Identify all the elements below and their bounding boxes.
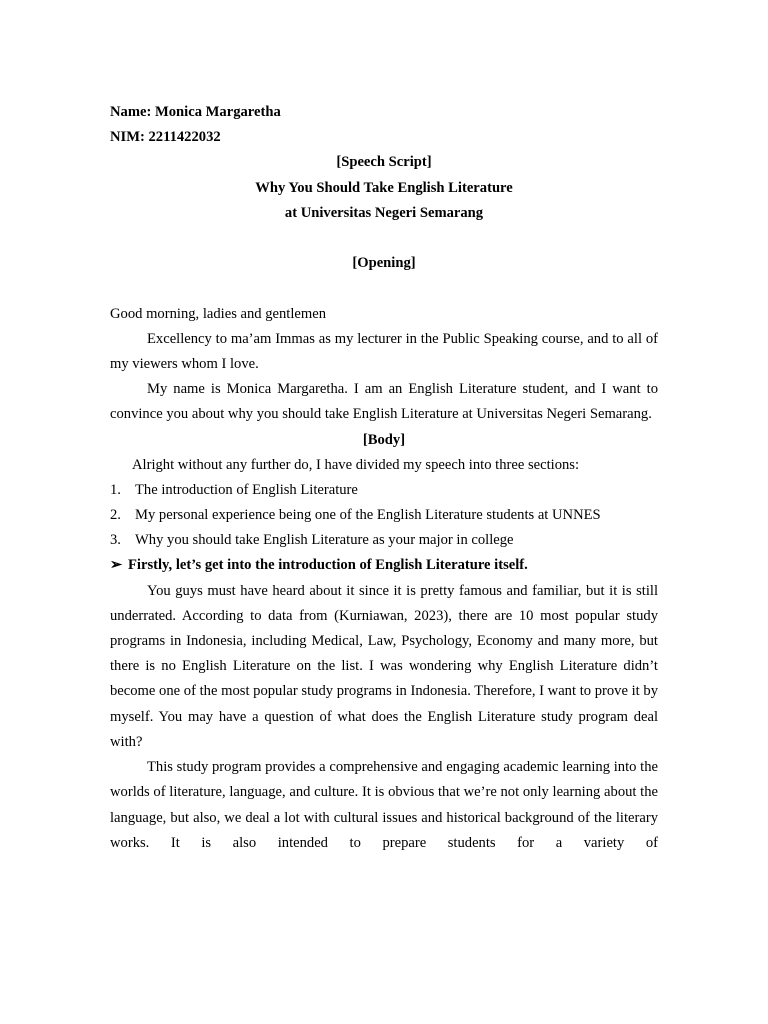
greeting-text: Good morning, ladies and gentlemen (110, 305, 327, 322)
author-name: Name: Monica Margaretha (110, 104, 281, 120)
list-number: 1. (110, 481, 121, 498)
document-type: [Speech Script] (336, 154, 432, 171)
body-intro: Alright without any further do, I have divided my speech into three sections: (132, 456, 580, 473)
opening-paragraph-2: My name is Monica Margaretha. I am an English Literature student, and I want to convince you about why you should take English Literature at Universitas Negeri Semarang. (110, 381, 658, 423)
document-page (110, 100, 658, 856)
student-id: NIM: 2211422032 (110, 129, 221, 146)
point-1-text: Firstly, let’s get into the introduction of English Literature itself. (128, 557, 528, 574)
document-title-line-2: at Universitas Negeri Semarang (284, 204, 484, 221)
spacer (110, 226, 658, 251)
arrow-bullet-icon: ➢ (110, 557, 123, 574)
document-title-line-1: Why You Should Take English Literature (255, 179, 513, 196)
body-heading: [Body] (362, 431, 406, 448)
list-item-text: Why you should take English Literature as your major in college (135, 532, 514, 549)
list-number: 2. (110, 507, 121, 524)
list-item-text: The introduction of English Literature (135, 481, 358, 498)
list-item (110, 503, 658, 528)
list-number: 3. (110, 532, 121, 549)
opening-paragraph-1: Excellency to ma’am Immas as my lecturer in the Public Speaking course, and to all of my viewers whom I love. (110, 330, 658, 372)
body-paragraph-1: You guys must have heard about it since it is pretty famous and familiar, but it is still underrated. According to data from (Kurniawan, 2023), there are 10 most popular study programs in Indonesia, including Medical, Law, Psychology, Economy and many more, but there is no English Literature on the list. I was wondering why English Literature didn’t become one of the most popular study programs in Indonesia. Therefore, I want to prove it by myself. You may have a question of what does the English Literature study program deal with? (110, 582, 658, 750)
opening-heading: [Opening] (352, 255, 416, 272)
list-item-text: My personal experience being one of the English Literature students at UNNES (135, 507, 601, 524)
list-item (110, 478, 658, 503)
point-1 (110, 553, 658, 578)
body-paragraph-2: This study program provides a comprehensive and engaging academic learning into the worlds of literature, language, and culture. It is obvious that we’re not only learning about the language, but also, we deal a lot with cultural issues and historical background of the literary works. It is also intended to prepare students for a variety of (110, 759, 658, 851)
sections-list (110, 478, 658, 554)
list-item (110, 528, 658, 553)
spacer (110, 276, 658, 301)
